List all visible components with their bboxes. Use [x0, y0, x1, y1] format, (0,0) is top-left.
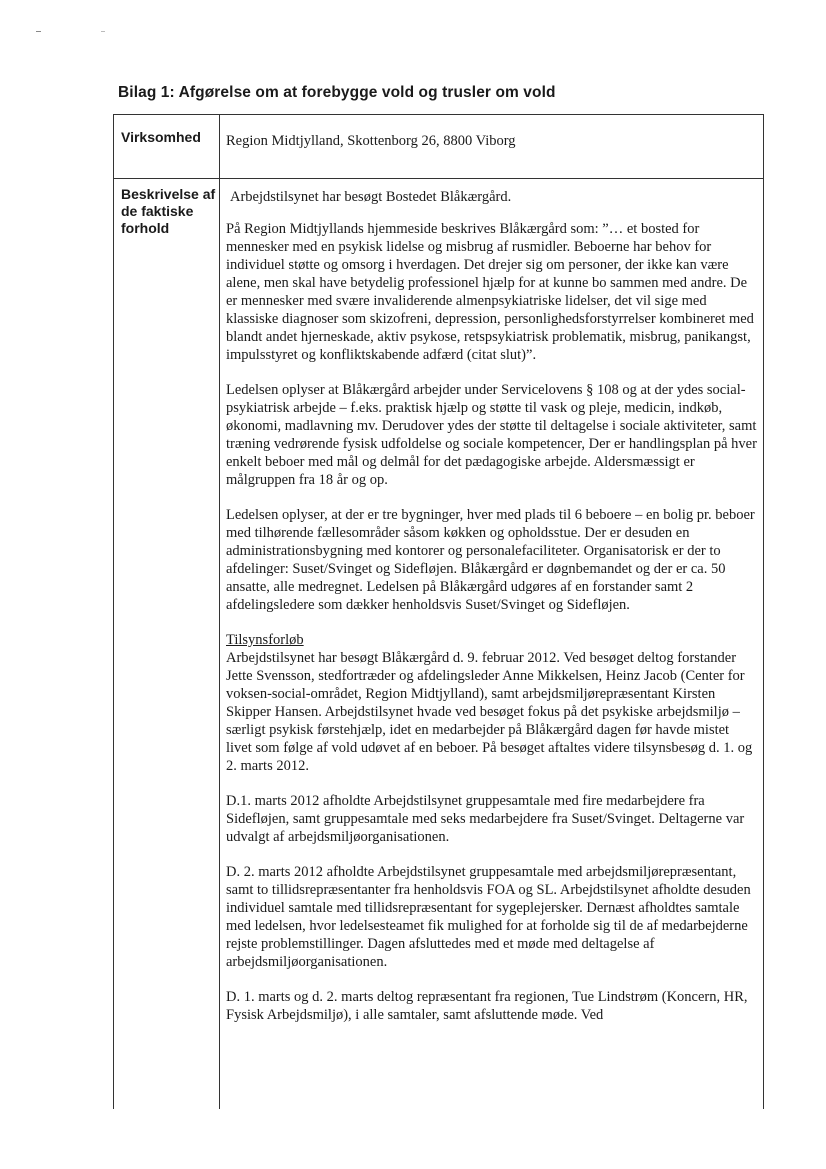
paragraph: På Region Midtjyllands hjemmeside beskrives Blåkærgård som: ”… et bosted for mennesker med en psykisk lidelse og misbrug af rusmidler. Beboerne har behov for individuel støtte og omsorg i hverdagen. Det drejer sig om personer, der ikke kan være alene, men skal have betydelig professionel hjælp for at kunne bo sammen med andre. De er mennesker med svære invaliderende almenpsykiatriske lidelser, det vil sige med klassiske diagnoser som skizofreni, depression, personlighedsforstyrrelser kombineret med blandt andet hjerneskade, aktiv psykose, retspsykiatrisk problematik, misbrug, panikangst, impulsstyret og konfliktskabende adfærd (citat slut)”.: [226, 221, 754, 363]
paragraph: D. 2. marts 2012 afholdte Arbejdstilsynet gruppesamtale med arbejdsmiljørepræsentant, samt to tillidsrepræsentanter fra henholdsvis FOA og SL. Arbejdstilsynet afholdte desuden individuel samtale med tillidsrepræsentant for sygeplejersker. Dernæst afholdtes samtale med ledelsen, hvor ledelsesteamet fik mulighed for at forholde sig til de af medarbejderne rejste problemstillinger. Dagen afsluttedes med et møde med deltagelse af arbejdsmiljøorganisationen.: [226, 864, 751, 970]
table-column-divider: [219, 114, 220, 1109]
row-label-virksomhed: Virksomhed: [121, 129, 201, 145]
paragraph-tilsynsforloeb: [226, 631, 758, 775]
table-border-left: [113, 114, 114, 1109]
scan-mark: [36, 31, 41, 32]
scan-mark: [101, 31, 105, 32]
paragraph: Ledelsen oplyser, at der er tre bygninger, hver med plads til 6 beboere – en bolig pr. beboer med tilhørende fællesområder såsom køkken og opholdsstue. Der er desuden en administrationsbygning med kontorer og personalefaciliteter. Organisatorisk er der to afdelinger: Suset/Svinget og Sidefløjen. Blåkærgård er døgnbemandet og der er ca. 50 ansatte, alle medregnet. Ledelsen på Blåkærgård udgøres af en forstander samt 2 afdelingsledere som dækker henholdsvis Suset/Svinget og Sidefløjen.: [226, 507, 755, 613]
decision-table: [113, 114, 764, 1114]
paragraph-text: Arbejdstilsynet har besøgt Blåkærgård d. 9. februar 2012. Ved besøget deltog forstander Jette Svensson, stedfortræder og afdelingsleder Anne Mikkelsen, Heinz Jacob (Center for voksen-social-området, Region Midtjylland), samt arbejdsmiljørepræsentant Kirsten Skipper Hansen. Arbejdstilsynet hvade ved besøget fokus på det psykiske arbejdsmiljø – særligt psykisk førstehjælp, idet en medarbejder på Blåkærgård dagen før havde mistet livet som følge af vold udøvet af en beboer. På besøget aftaltes videre tilsynsbesøg d. 1. og 2. marts 2012.: [226, 650, 753, 774]
subheading: Tilsynsforløb: [226, 632, 304, 648]
paragraph: D. 1. marts og d. 2. marts deltog repræsentant fra regionen, Tue Lindstrøm (Koncern, HR, Fysisk Arbejdsmiljø), i alle samtaler, samt afsluttende møde. Ved: [226, 989, 748, 1023]
table-row-divider: [113, 178, 764, 179]
paragraph: D.1. marts 2012 afholdte Arbejdstilsynet gruppesamtale med fire medarbejdere fra Sidefløjen, samt gruppesamtale med seks medarbejdere fra Suset/Svinget. Deltagerne var udvalgt af arbejdsmiljøorganisationen.: [226, 793, 745, 845]
table-border-top: [113, 114, 764, 115]
paragraph: Ledelsen oplyser at Blåkærgård arbejder under Servicelovens § 108 og at der ydes social-psykiatrisk arbejde – f.eks. praktisk hjælp og støtte til vask og pleje, medicin, indkøb, økonomi, madlavning mv. Derudover ydes der støtte til deltagelse i sociale aktiviteter, samt træning vedrørende fysisk udfoldelse og sociale kompetencer, Der er handlingsplan på hver enkelt beboer med mål og delmål for det pædagogiske arbejde. Aldersmæssigt er målgruppen fra 18 år og op.: [226, 382, 757, 488]
row-value-virksomhed: Region Midtjylland, Skottenborg 26, 8800 Viborg: [226, 133, 516, 149]
row-label-beskrivelse: Beskrivelse af de faktiske forhold: [121, 186, 216, 236]
document-title: Bilag 1: Afgørelse om at forebygge vold og trusler om vold: [118, 84, 556, 101]
paragraph: Arbejdstilsynet har besøgt Bostedet Blåkærgård.: [230, 189, 512, 205]
row-value-beskrivelse: [226, 188, 758, 1041]
table-border-right: [763, 114, 764, 1109]
